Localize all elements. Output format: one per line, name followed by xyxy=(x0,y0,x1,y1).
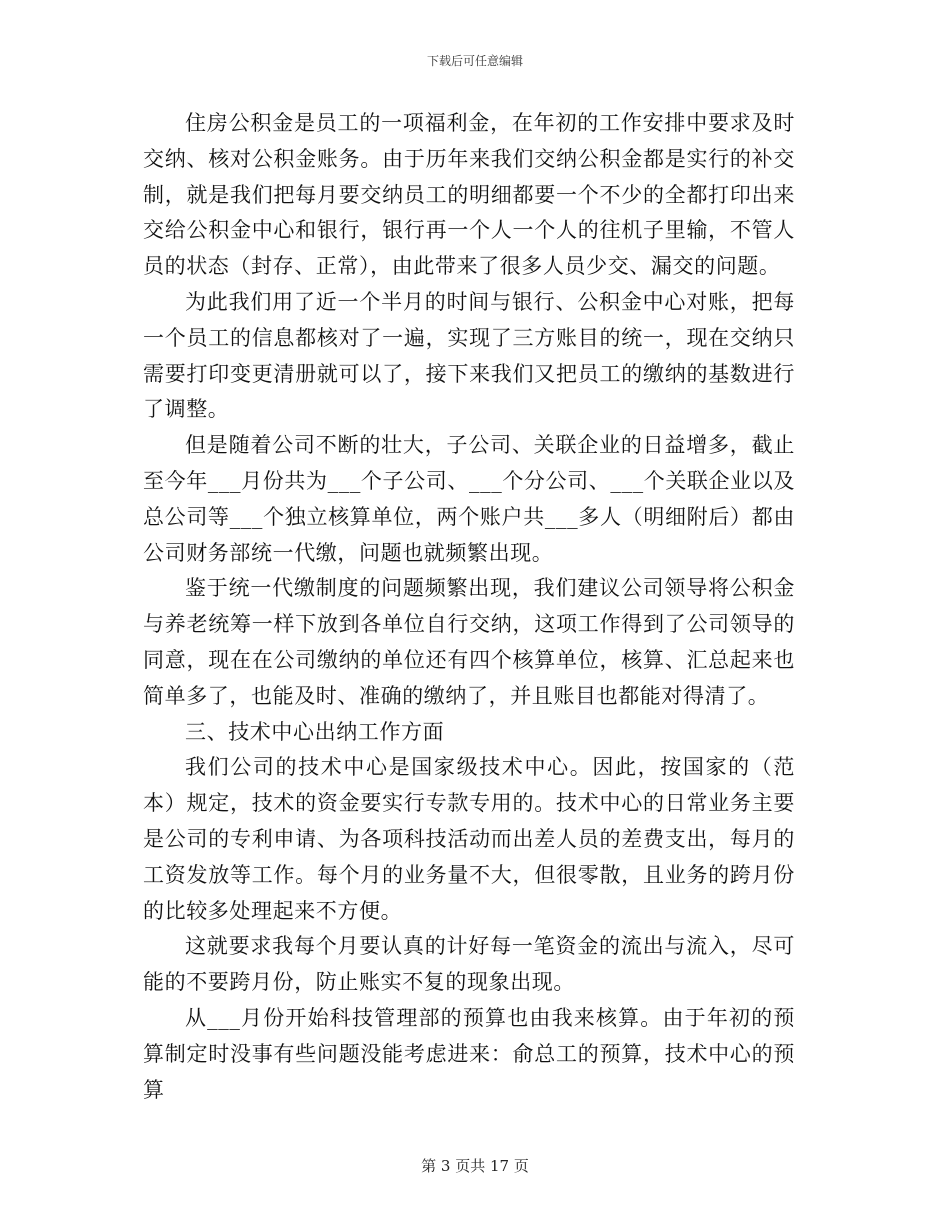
paragraph-company-growth: 但是随着公司不断的壮大，子公司、关联企业的日益增多，截止至今年___月份共为___个子公司、___个分公司、___个关联企业以及总公司等___个独立核算单位，两个账户共___多人（明细附后）都由公司财务部统一代缴，问题也就频繁出现。 xyxy=(143,433,795,565)
page-header: 下载后可任意编辑 xyxy=(426,54,523,68)
paragraph-tech-center-duties: 我们公司的技术中心是国家级技术中心。因此，按国家的（范本）规定，技术的资金要实行专款专用的。技术中心的日常业务主要是公司的专利申请、为各项科技活动而出差人员的差费支出，每月的工资发放等工作。每个月的业务量不大，但很零散，且业务的跨月份的比较多处理起来不方便。 xyxy=(143,755,795,923)
document-body xyxy=(143,106,795,1108)
page-footer: 第 3 页共 17 页 xyxy=(421,1157,529,1175)
paragraph-reconciliation: 为此我们用了近一个半月的时间与银行、公积金中心对账，把每一个员工的信息都核对了一遍，实现了三方账目的统一，现在交纳只需要打印变更清册就可以了，接下来我们又把员工的缴纳的基数进行了调整。 xyxy=(143,289,795,422)
paragraph-budget-accounting: 从___月份开始科技管理部的预算也由我来核算。由于年初的预算制定时没事有些问题没能考虑进来：俞总工的预算，技术中心的预算 xyxy=(143,1005,795,1102)
paragraph-monthly-cashflow: 这就要求我每个月要认真的计好每一笔资金的流出与流入，尽可能的不要跨月份，防止账实不复的现象出现。 xyxy=(143,934,795,995)
paragraph-housing-fund-intro: 住房公积金是员工的一项福利金，在年初的工作安排中要求及时交纳、核对公积金账务。由于历年来我们交纳公积金都是实行的补交制，就是我们把每月要交纳员工的明细都要一个不少的全都打印出来交给公积金中心和银行，银行再一个人一个人的往机子里输，不管人员的状态（封存、正常），由此带来了很多人员少交、漏交的问题。 xyxy=(143,111,795,279)
section-heading-tech-center: 三、技术中心出纳工作方面 xyxy=(185,719,445,744)
paragraph-decentralize-payment: 鉴于统一代缴制度的问题频繁出现，我们建议公司领导将公积金与养老统筹一样下放到各单位自行交纳，这项工作得到了公司领导的同意，现在在公司缴纳的单位还有四个核算单位，核算、汇总起来也简单多了，也能及时、准确的缴纳了，并且账目也都能对得清了。 xyxy=(143,576,795,708)
